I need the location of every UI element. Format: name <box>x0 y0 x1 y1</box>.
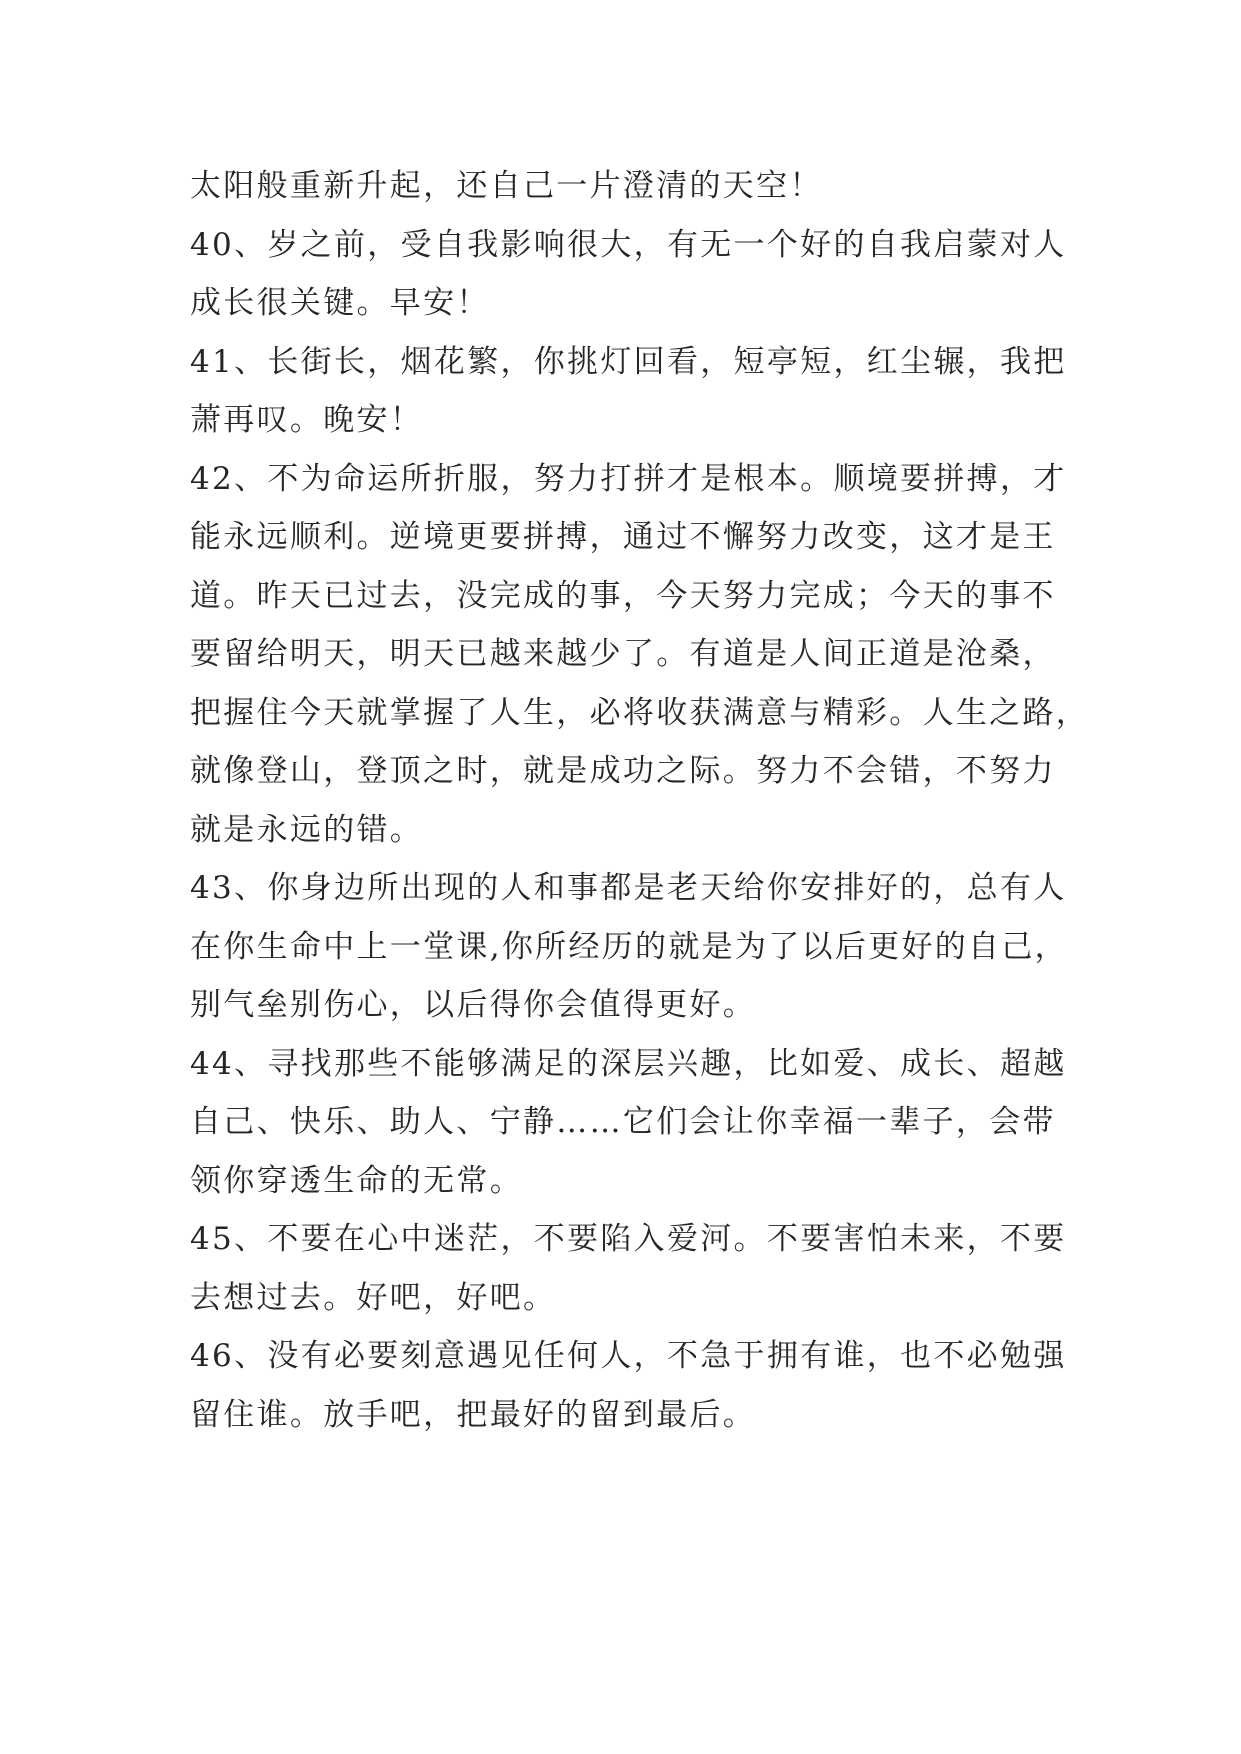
text-line: 道。昨天已过去，没完成的事，今天努力完成；今天的事不 <box>190 577 1056 614</box>
text-line: 46、没有必要刻意遇见任何人，不急于拥有谁，也不必勉强 <box>190 1338 1067 1374</box>
text-line: 萧再叹。晚安！ <box>190 402 424 438</box>
text-line: 去想过去。好吧，好吧。 <box>190 1279 557 1316</box>
text-line: 就像登山，登顶之时，就是成功之际。努力不会错，不努力 <box>190 753 1056 789</box>
text-line: 别气垒别伤心，以后得你会值得更好。 <box>190 987 757 1023</box>
text-line: 45、不要在心中迷茫，不要陷入爱河。不要害怕未来，不要 <box>190 1221 1067 1257</box>
text-line: 40、岁之前，受自我影响很大，有无一个好的自我启蒙对人 <box>190 226 1067 263</box>
text-line: 自己、快乐、助人、宁静……它们会让你幸福一辈子，会带 <box>190 1104 1056 1140</box>
text-line: 要留给明天，明天已越来越少了。有道是人间正道是沧桑， <box>190 636 1056 672</box>
text-line: 成长很关键。早安！ <box>190 285 490 321</box>
text-line: 能永远顺利。逆境更要拼搏，通过不懈努力改变，这才是王 <box>190 519 1056 555</box>
text-line: 43、你身边所出现的人和事都是老天给你安排好的，总有人 <box>190 870 1067 906</box>
text-line: 在你生命中上一堂课,你所经历的就是为了以后更好的自己， <box>190 928 1068 965</box>
document-body <box>190 157 1090 1444</box>
text-line: 把握住今天就掌握了人生，必将收获满意与精彩。人生之路， <box>190 694 1090 731</box>
text-line: 42、不为命运所折服，努力打拼才是根本。顺境要拼搏，才 <box>190 460 1067 497</box>
text-line: 44、寻找那些不能够满足的深层兴趣，比如爱、成长、超越 <box>190 1045 1067 1082</box>
text-line: 领你穿透生命的无常。 <box>190 1162 523 1199</box>
text-line: 太阳般重新升起，还自己一片澄清的天空！ <box>190 168 823 204</box>
text-line: 41、长街长，烟花繁，你挑灯回看，短亭短，红尘辗，我把 <box>190 343 1067 380</box>
text-line: 就是永远的错。 <box>190 811 424 848</box>
text-line: 留住谁。放手吧，把最好的留到最后。 <box>190 1396 757 1433</box>
